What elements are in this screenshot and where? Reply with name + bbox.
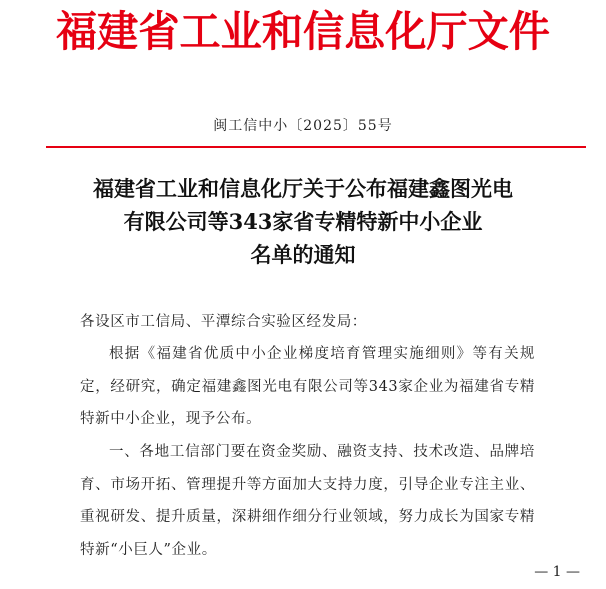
body-paragraph-2: 一、各地工信部门要在资金奖励、融资支持、技术改造、品牌培育、市场开拓、管理提升等方面加大支持力度，引导企业专注主业、重视研发、提升质量，深耕细作细分行业领域，努力成长为国家专精特新“小巨人”企业。 (80, 444, 535, 558)
salutation: 各设区市工信局、平潭综合实验区经发局： (80, 314, 367, 330)
masthead-title: 福建省工业和信息化厅文件 (56, 7, 550, 56)
notice-title-line-3: 名单的通知 (250, 242, 356, 267)
notice-title-line-2: 有限公司等343家省专精特新中小企业 (123, 209, 483, 234)
red-divider-line (46, 146, 586, 148)
document-number: 闽工信中小〔2025〕55号 (213, 118, 393, 134)
body-paragraph-1: 根据《福建省优质中小企业梯度培育管理实施细则》等有关规定，经研究，确定福建鑫图光电有限公司等343家企业为福建省专精特新中小企业，现予公布。 (80, 346, 535, 427)
page-number: — 1 — (534, 564, 580, 580)
notice-title-line-1: 福建省工业和信息化厅关于公布福建鑫图光电 (93, 176, 513, 201)
notice-title (0, 172, 606, 271)
